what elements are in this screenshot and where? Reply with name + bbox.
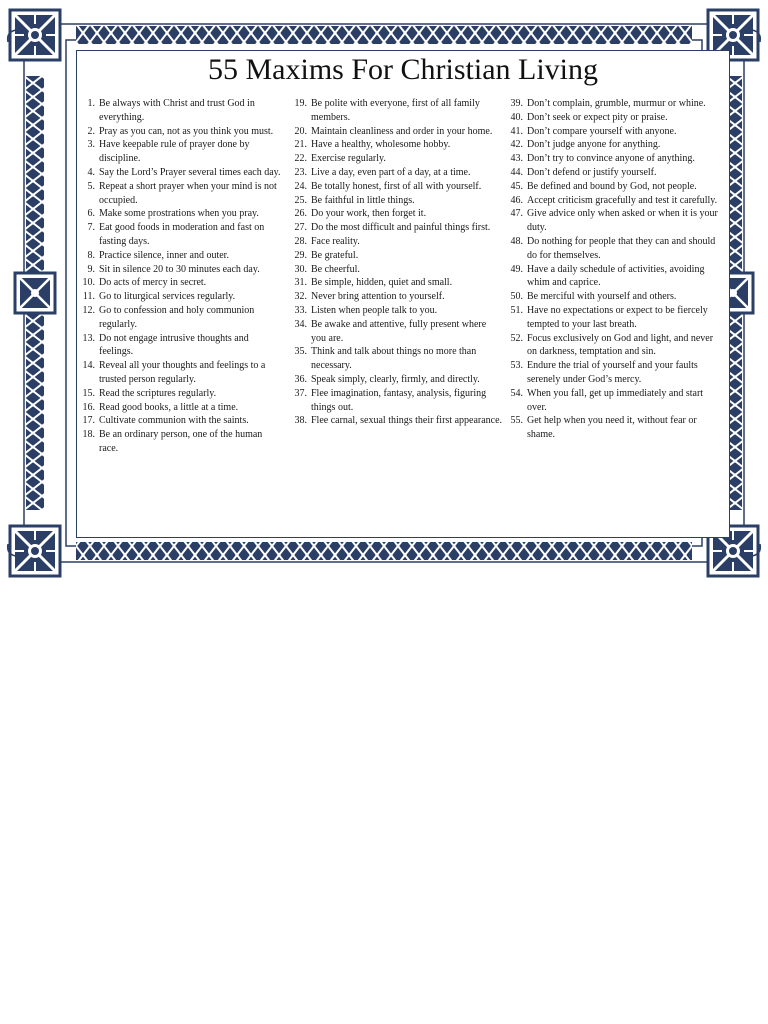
list-item [77,276,281,290]
list-item [507,125,725,139]
maxim-number: 18. [82,429,95,441]
list-item [77,221,281,249]
maxim-text: Eat good foods in moderation and fast on fasting days. [99,222,265,247]
maxim-number: 44. [510,166,523,178]
maxim-text: Have no expectations or expect to be fiercely tempted to your last breath. [527,304,708,330]
list-item [507,359,725,387]
list-item [291,414,503,428]
maxim-text: Be simple, hidden, quiet and small. [311,277,453,289]
maxim-text: Sit in silence 20 to 30 minutes each day. [99,263,260,275]
maxim-number: 6. [87,208,95,220]
maxim-number: 31. [294,277,307,289]
list-item [77,97,281,125]
maxim-number: 40. [510,111,523,123]
maxim-text: Give advice only when asked or when it is your duty. [527,208,718,234]
maxim-number: 8. [87,249,95,261]
maxim-text: Do the most difficult and painful things first. [311,222,491,234]
list-item [77,414,281,428]
maxim-number: 29. [294,249,307,261]
list-item [507,332,725,360]
maxim-text: Don’t judge anyone for anything. [527,139,661,151]
maxim-number: 20. [294,125,307,137]
maxim-text: Have a daily schedule of activities, avoiding whim and caprice. [527,263,705,289]
maxim-text: Be polite with everyone, first of all family members. [311,98,480,123]
maxim-text: Flee carnal, sexual things their first appearance. [311,415,503,427]
maxim-number: 19. [294,98,307,109]
maxim-number: 28. [294,235,307,247]
list-item [291,125,503,139]
list-item [291,249,503,263]
list-item [77,304,281,332]
maxim-number: 35. [294,346,307,358]
list-item [291,166,503,180]
list-item [291,97,503,125]
list-item [507,138,725,152]
maxims-column-3 [507,97,725,442]
list-item [507,263,725,291]
maxim-text: Read the scriptures regularly. [99,387,217,399]
list-item [77,180,281,208]
maxim-text: Be faithful in little things. [311,194,415,206]
maxim-number: 38. [294,415,307,427]
list-item [77,401,281,415]
maxim-text: Live a day, even part of a day, at a time. [311,166,471,178]
maxim-text: Don’t complain, grumble, murmur or whine. [527,98,706,109]
list-item [291,276,503,290]
maxim-number: 7. [87,222,95,234]
maxim-number: 54. [510,387,523,399]
list-item [507,235,725,263]
maxims-column-1 [77,97,281,456]
maxim-text: Be always with Christ and trust God in everything. [99,98,255,123]
maxims-column-2 [291,97,503,428]
maxim-number: 24. [294,180,307,192]
list-item [291,180,503,194]
maxim-text: When you fall, get up immediately and start over. [527,387,704,413]
maxim-number: 47. [510,208,523,220]
maxim-number: 2. [87,125,95,137]
maxim-text: Don’t defend or justify yourself. [527,166,657,178]
maxim-number: 14. [82,360,95,372]
maxim-text: Read good books, a little at a time. [99,401,239,413]
maxim-number: 34. [294,318,307,330]
maxim-number: 37. [294,387,307,399]
maxim-number: 9. [87,263,95,275]
maxim-number: 1. [87,98,95,109]
list-item [507,290,725,304]
maxim-text: Exercise regularly. [311,153,386,165]
maxim-text: Be merciful with yourself and others. [527,291,677,303]
maxim-number: 4. [87,166,95,178]
list-item [291,373,503,387]
list-item [291,152,503,166]
list-item [291,263,503,277]
maxim-text: Don’t compare yourself with anyone. [527,125,677,137]
maxim-text: Say the Lord’s Prayer several times each day. [99,166,281,178]
list-item [77,125,281,139]
maxim-number: 49. [510,263,523,275]
maxim-number: 33. [294,304,307,316]
list-item [77,428,281,456]
maxim-text: Do acts of mercy in secret. [99,277,207,289]
decorative-border-frame [6,6,762,580]
maxim-number: 55. [510,415,523,427]
maxim-text: Go to confession and holy communion regularly. [99,304,255,330]
maxim-text: Accept criticism gracefully and test it carefully. [527,194,718,206]
list-item [291,207,503,221]
maxim-text: Have keepable rule of prayer done by discipline. [99,139,250,165]
maxim-number: 16. [82,401,95,413]
maxim-text: Be totally honest, first of all with yourself. [311,180,482,192]
list-item [507,207,725,235]
list-item [77,207,281,221]
maxim-text: Make some prostrations when you pray. [99,208,259,220]
maxim-number: 41. [510,125,523,137]
maxim-number: 46. [510,194,523,206]
maxim-number: 27. [294,222,307,234]
list-item [507,97,725,111]
maxim-number: 53. [510,360,523,372]
maxim-number: 22. [294,153,307,165]
page-title: 55 Maxims For Christian Living [208,53,598,86]
maxim-number: 17. [82,415,95,427]
maxim-number: 39. [510,98,523,109]
maxim-text: Flee imagination, fantasy, analysis, figuring things out. [311,387,487,413]
list-item [507,387,725,415]
list-item [507,304,725,332]
list-item [291,387,503,415]
maxim-number: 48. [510,235,523,247]
maxim-number: 50. [510,291,523,303]
maxim-number: 10. [82,277,95,289]
maxim-text: Think and talk about things no more than necessary. [311,346,477,372]
maxim-text: Be defined and bound by God, not people. [527,180,697,192]
list-item [507,180,725,194]
list-item [77,387,281,401]
maxim-number: 30. [294,263,307,275]
maxim-text: Focus exclusively on God and light, and never on darkness, temptation and sin. [527,332,714,358]
maxim-text: Go to liturgical services regularly. [99,291,236,303]
list-item [291,138,503,152]
maxim-number: 36. [294,373,307,385]
maxim-number: 25. [294,194,307,206]
maxim-number: 23. [294,166,307,178]
list-item [291,235,503,249]
maxims-sheet [76,50,730,538]
maxim-text: Don’t seek or expect pity or praise. [527,111,668,123]
list-item [77,263,281,277]
maxim-text: Cultivate communion with the saints. [99,415,249,427]
maxim-text: Reveal all your thoughts and feelings to a trusted person regularly. [99,360,266,385]
maxim-text: Speak simply, clearly, firmly, and directly. [311,373,480,385]
maxim-text: Listen when people talk to you. [311,304,438,316]
maxim-number: 43. [510,153,523,165]
list-item [507,111,725,125]
maxim-text: Be cheerful. [311,263,360,275]
list-item [291,290,503,304]
maxim-text: Be an ordinary person, one of the human race. [99,429,263,454]
list-item [77,166,281,180]
list-item [77,249,281,263]
maxim-text: Do not engage intrusive thoughts and feelings. [99,332,249,358]
list-item [77,138,281,166]
list-item [291,194,503,208]
maxim-number: 12. [82,304,95,316]
list-item [291,318,503,346]
list-item [507,194,725,208]
list-item [77,359,281,387]
maxim-text: Repeat a short prayer when your mind is not occupied. [99,180,277,206]
list-item [77,332,281,360]
maxim-number: 5. [87,180,95,192]
maxim-text: Do nothing for people that they can and should do for themselves. [527,235,716,261]
maxim-number: 42. [510,139,523,151]
list-item [291,304,503,318]
list-item [291,221,503,235]
maxim-text: Maintain cleanliness and order in your home. [311,125,493,137]
maxim-text: Practice silence, inner and outer. [99,249,229,261]
maxim-number: 13. [82,332,95,344]
maxim-number: 11. [82,291,95,303]
maxim-text: Be awake and attentive, fully present where you are. [311,318,487,344]
maxim-text: Have a healthy, wholesome hobby. [311,139,451,151]
list-item [507,152,725,166]
maxim-text: Don’t try to convince anyone of anything. [527,153,695,165]
maxim-text: Pray as you can, not as you think you must. [99,125,274,137]
maxim-number: 3. [87,139,95,151]
maxim-number: 15. [82,387,95,399]
maxim-number: 45. [510,180,523,192]
maxim-number: 51. [510,304,523,316]
maxim-number: 32. [294,291,307,303]
maxim-number: 26. [294,208,307,220]
maxim-text: Face reality. [311,235,360,247]
maxim-text: Do your work, then forget it. [311,208,427,220]
list-item [507,414,725,442]
maxim-text: Never bring attention to yourself. [311,291,445,303]
list-item [291,345,503,373]
maxim-number: 21. [294,139,307,151]
maxim-text: Endure the trial of yourself and your faults serenely under God’s mercy. [527,360,698,385]
list-item [507,166,725,180]
maxim-text: Be grateful. [311,249,359,261]
list-item [77,290,281,304]
maxim-number: 52. [510,332,523,344]
maxim-text: Get help when you need it, without fear or shame. [527,415,697,441]
